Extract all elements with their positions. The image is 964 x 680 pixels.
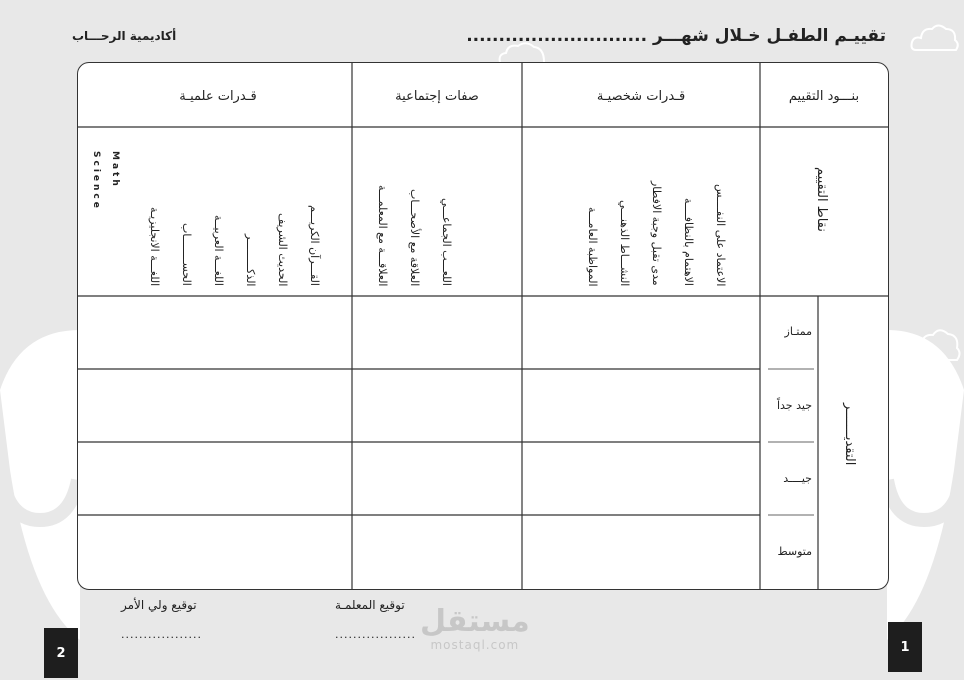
list-item: اللعـــب الجماعـــي (440, 198, 453, 286)
list-item: اللغـــة الانجليزيـة (148, 206, 161, 286)
evaluation-points-label: نقاط التقييم (814, 167, 829, 232)
header-scientific-abilities: قـدرات علميـة (179, 89, 257, 104)
watermark-arabic: مستقل (420, 604, 530, 639)
flower-icon (38, 354, 64, 380)
list-item: الذكـــــــــر (244, 233, 257, 286)
parent-signature-label: توقيع ولي الأمر (121, 598, 197, 612)
list-item: العلاقـــة مع المعلمـــة (376, 184, 389, 286)
parent-signature-line[interactable]: .................. (121, 628, 202, 641)
academy-name: أكاديمية الرحـــاب (72, 29, 177, 43)
watermark (420, 606, 530, 652)
cloud-icon (910, 20, 960, 56)
list-item: الحســــــــاب (180, 223, 193, 286)
cloud-icon (908, 322, 962, 366)
header-social-traits: صفات إجتماعية (395, 89, 479, 104)
list-item: الاعتماد على النفــــس (714, 183, 727, 286)
evaluation-table (77, 62, 889, 590)
grade-very-good: جيد جداً (776, 399, 812, 412)
list-item: Math (110, 151, 120, 189)
teacher-signature-label: توقيع المعلمـة (335, 598, 405, 612)
right-vase-shape (887, 330, 964, 640)
table-grid-lines (78, 63, 888, 589)
grade-excellent: ممتـاز (784, 325, 812, 338)
social-items-list (368, 151, 461, 286)
header-personal-abilities: قـدرات شخصيـة (596, 89, 686, 104)
star-icon (896, 540, 920, 564)
grade-column-label: التقديـــــــر (842, 403, 857, 466)
header-evaluation-items: بنـــود التقييم (788, 89, 860, 104)
list-item: الحديث الشريف (276, 212, 289, 286)
list-item: الاهتمام بالنظافــــة (682, 198, 695, 286)
page-number-right: 1 (888, 622, 922, 672)
list-item: النشـــاط الذهنـــي (618, 199, 631, 286)
teacher-signature-line[interactable]: .................. (335, 628, 416, 641)
page-title: تقييـم الطفـل خـلال شهـــر ............................ (466, 26, 886, 46)
watermark-latin: mostaql.com (430, 638, 520, 652)
grade-good: جيــــد (783, 472, 812, 485)
page-number-left: 2 (44, 628, 78, 678)
list-item: العلاقة مع الأصحـــاب (408, 188, 421, 286)
personal-items-list (578, 151, 735, 286)
list-item: Science (91, 151, 101, 211)
scientific-items-list (88, 151, 329, 286)
list-item: اللغـــة العربيــة (212, 215, 225, 286)
list-item: مدى تقبل وجبة الافطار (650, 181, 663, 286)
list-item: القـــرآن الكريـــم (308, 205, 321, 286)
list-item: المواظبة العامـــة (586, 206, 599, 286)
grade-average: متوسط (777, 545, 812, 558)
